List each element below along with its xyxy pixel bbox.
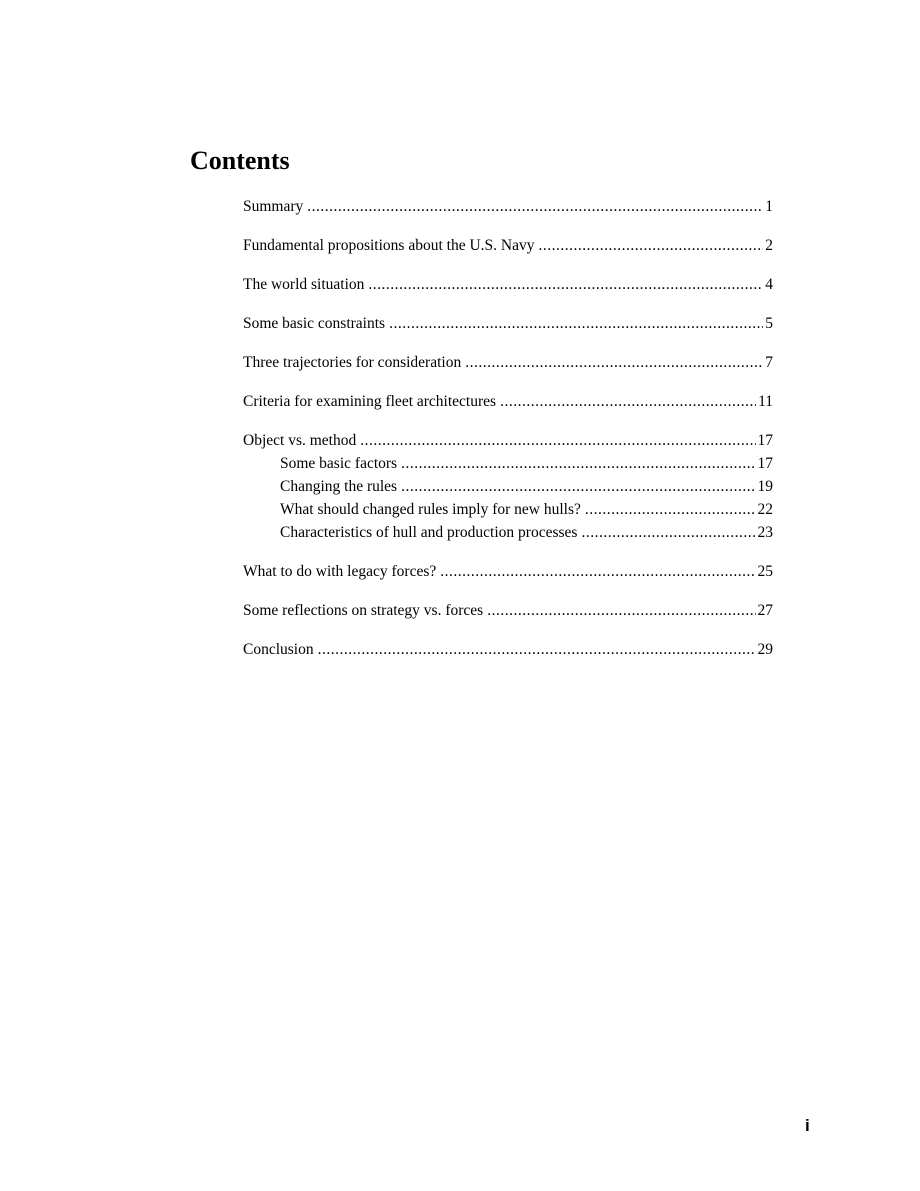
dot-leader <box>500 390 756 413</box>
toc-label: What to do with legacy forces? <box>243 563 437 580</box>
toc-page-number: 11 <box>758 393 773 410</box>
toc-row[interactable] <box>243 273 773 296</box>
toc-label: Conclusion <box>243 641 314 658</box>
toc-page-number: 2 <box>765 237 773 254</box>
toc-label: The world situation <box>243 276 365 293</box>
toc-page-number: 17 <box>757 455 773 472</box>
toc-page-number: 7 <box>765 354 773 371</box>
toc-label: Criteria for examining fleet architectures <box>243 393 497 410</box>
toc-label: Three trajectories for consideration <box>243 354 462 371</box>
dot-leader <box>440 560 755 583</box>
toc-entry-three-trajectories <box>243 351 773 374</box>
toc-row[interactable] <box>243 195 773 218</box>
toc-entry-criteria <box>243 390 773 413</box>
dot-leader <box>585 498 756 521</box>
toc-page-number: 5 <box>765 315 773 332</box>
toc-entry-world-situation <box>243 273 773 296</box>
toc-sublabel: What should changed rules imply for new hulls? <box>280 501 581 518</box>
toc-label: Some basic constraints <box>243 315 386 332</box>
table-of-contents <box>243 195 773 677</box>
toc-label: Object vs. method <box>243 432 357 449</box>
toc-entry-basic-constraints <box>243 312 773 335</box>
dot-leader <box>465 351 763 374</box>
toc-subrow[interactable] <box>243 452 773 475</box>
toc-entry-object-vs-method <box>243 429 773 544</box>
dot-leader <box>401 452 755 475</box>
toc-sublabel: Characteristics of hull and production processes <box>280 524 578 541</box>
toc-entry-fundamental-propositions <box>243 234 773 257</box>
toc-subrow[interactable] <box>243 498 773 521</box>
toc-page-number: 29 <box>757 641 773 658</box>
toc-row[interactable] <box>243 560 773 583</box>
toc-sublabel: Changing the rules <box>280 478 398 495</box>
page-title: Contents <box>190 146 290 175</box>
toc-page-number: 1 <box>765 198 773 215</box>
toc-sublabel: Some basic factors <box>280 455 398 472</box>
toc-subrow[interactable] <box>243 521 773 544</box>
toc-row[interactable] <box>243 638 773 661</box>
toc-entry-legacy-forces <box>243 560 773 583</box>
toc-row[interactable] <box>243 312 773 335</box>
toc-entry-summary <box>243 195 773 218</box>
toc-label: Fundamental propositions about the U.S. Navy <box>243 237 535 254</box>
toc-page-number: 22 <box>757 501 773 518</box>
toc-entry-strategy-vs-forces <box>243 599 773 622</box>
dot-leader <box>581 521 755 544</box>
dot-leader <box>360 429 755 452</box>
dot-leader <box>368 273 763 296</box>
toc-subrow[interactable] <box>243 475 773 498</box>
folio-page-number: i <box>805 1116 810 1135</box>
dot-leader <box>401 475 755 498</box>
dot-leader <box>307 195 763 218</box>
dot-leader <box>318 638 756 661</box>
toc-page-number: 19 <box>757 478 773 495</box>
toc-page-number: 25 <box>757 563 773 580</box>
toc-entry-conclusion <box>243 638 773 661</box>
dot-leader <box>389 312 763 335</box>
toc-page-number: 4 <box>765 276 773 293</box>
toc-row[interactable] <box>243 390 773 413</box>
toc-row[interactable] <box>243 599 773 622</box>
toc-row[interactable] <box>243 234 773 257</box>
toc-row[interactable] <box>243 351 773 374</box>
toc-label: Summary <box>243 198 304 215</box>
dot-leader <box>538 234 763 257</box>
toc-label: Some reflections on strategy vs. forces <box>243 602 484 619</box>
toc-row[interactable] <box>243 429 773 452</box>
toc-page-number: 23 <box>757 524 773 541</box>
dot-leader <box>487 599 755 622</box>
toc-page-number: 27 <box>757 602 773 619</box>
toc-page-number: 17 <box>757 432 773 449</box>
